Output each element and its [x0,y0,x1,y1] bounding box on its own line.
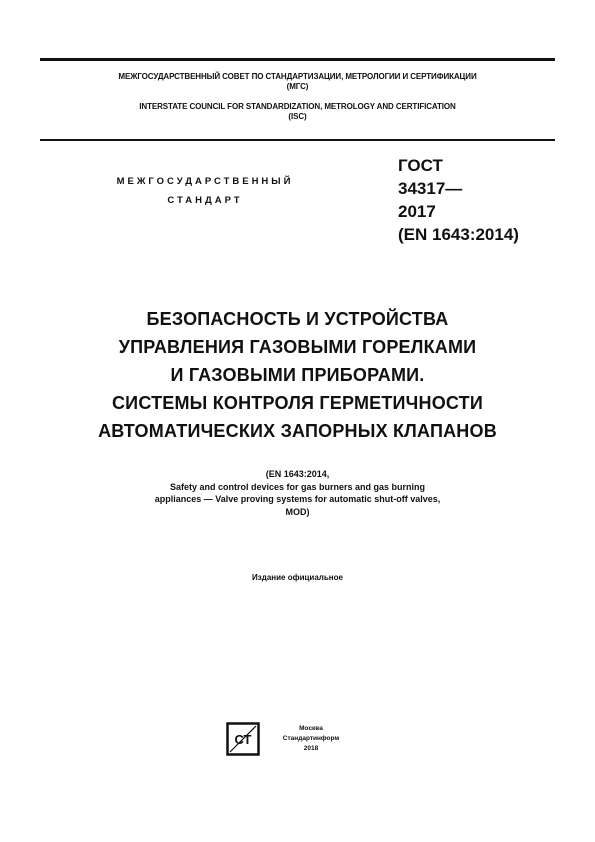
publisher-year: 2018 [303,745,319,752]
en-reference [80,468,515,518]
publisher-block [276,724,346,754]
title-line: АВТОМАТИЧЕСКИХ ЗАПОРНЫХ КЛАПАНОВ [98,421,497,441]
publisher-name: Стандартинформ [282,735,340,742]
reference-line: MOD) [285,506,310,517]
council-name-en [40,102,555,122]
designation-prefix: ГОСТ [398,156,443,175]
title-line: БЕЗОПАСНОСТЬ И УСТРОЙСТВА [146,309,449,329]
publisher-city: Москва [299,725,323,732]
logo-text: СТ [234,732,252,747]
standard-type [70,172,340,210]
title-line: УПРАВЛЕНИЯ ГАЗОВЫМИ ГОРЕЛКАМИ [118,337,477,357]
reference-line: (EN 1643:2014, [265,469,330,479]
top-rule [40,58,555,61]
council-name-ru [40,72,555,92]
reference-line: Safety and control devices for gas burners and gas burning [169,481,426,492]
designation-number: 34317— [398,179,463,198]
designation-en-ref: (EN 1643:2014) [398,225,519,244]
standartinform-logo-icon [226,722,260,756]
title-line: И ГАЗОВЫМИ ПРИБОРАМИ. [170,365,425,385]
standard-type-line2: СТАНДАРТ [167,195,243,206]
document-title [40,305,555,445]
edition-note: Издание официальное [252,573,343,582]
council-name-en-line: INTERSTATE COUNCIL FOR STANDARDIZATION, METROLOGY AND CERTIFICATION [139,102,456,111]
reference-line: appliances — Valve proving systems for automatic shut-off valves, [154,494,441,504]
council-abbr-en: (ISC) [288,112,307,121]
standard-designation [398,154,519,246]
designation-year: 2017 [398,202,436,221]
title-line: СИСТЕМЫ КОНТРОЛЯ ГЕРМЕТИЧНОСТИ [111,393,484,413]
standard-type-line1: МЕЖГОСУДАРСТВЕННЫЙ [116,176,294,187]
header-rule [40,139,555,141]
council-abbr-ru: (МГС) [286,82,309,91]
council-name-ru-line: МЕЖГОСУДАРСТВЕННЫЙ СОВЕТ ПО СТАНДАРТИЗАЦИИ, МЕТРОЛОГИИ И СЕРТИФИКАЦИИ [118,72,477,81]
